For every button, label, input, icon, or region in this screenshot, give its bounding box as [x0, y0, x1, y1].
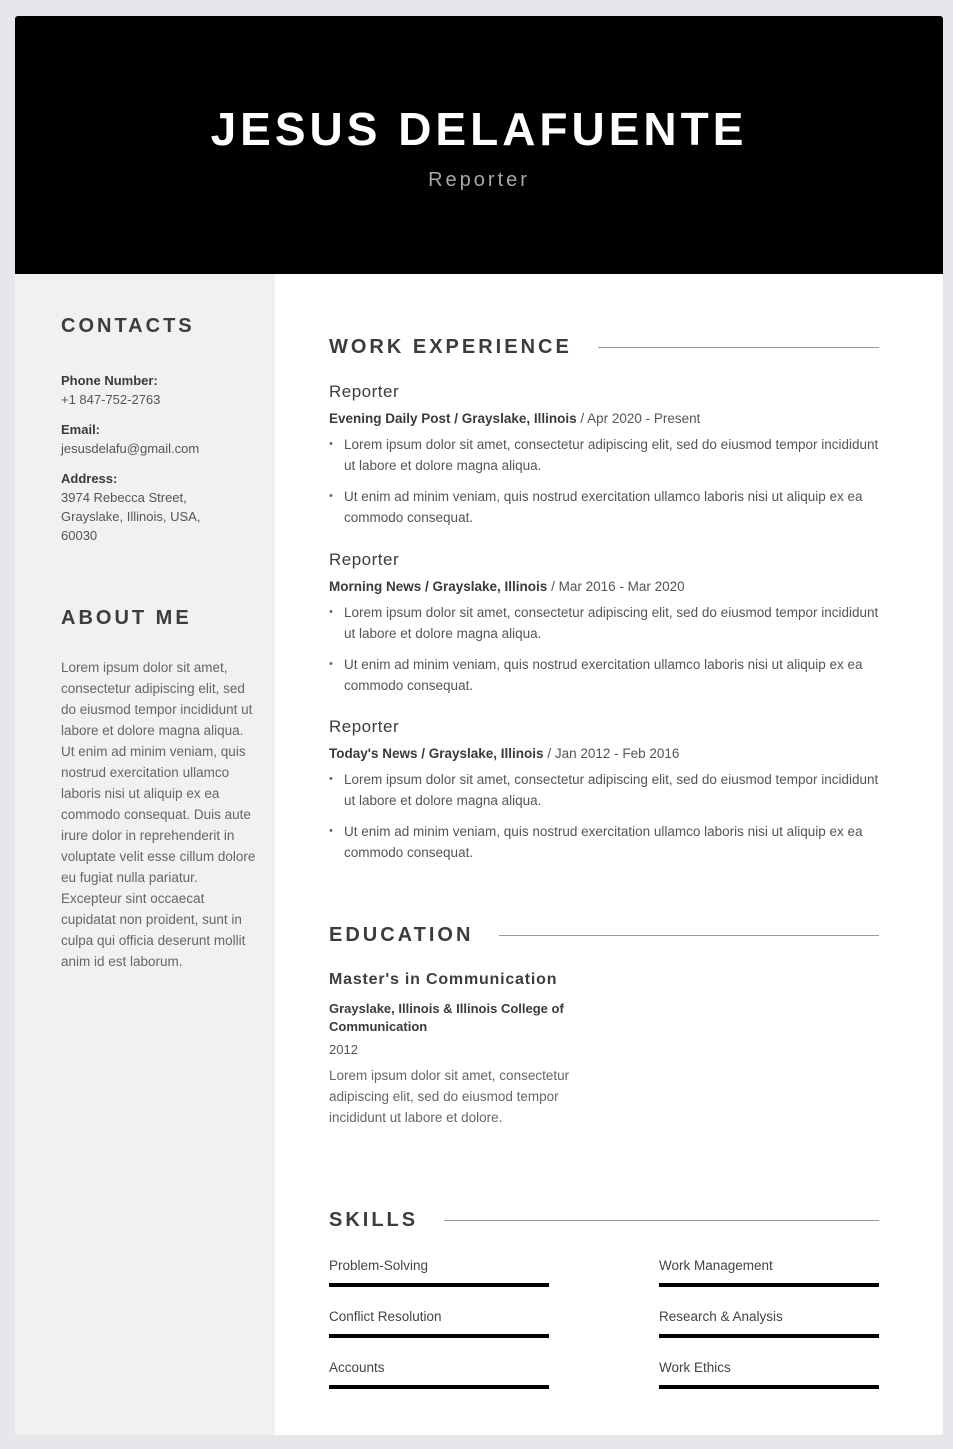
job-company: Evening Daily Post / Grayslake, Illinois: [329, 411, 577, 426]
job-dates: / Jan 2012 - Feb 2016: [543, 746, 680, 761]
skill-bar: [659, 1385, 879, 1389]
skill-label: Work Ethics: [659, 1360, 731, 1375]
education-heading: EDUCATION: [329, 924, 474, 946]
phone-value: +1 847-752-2763: [61, 392, 161, 407]
skill-bar: [659, 1334, 879, 1338]
skill-bar: [329, 1385, 549, 1389]
work-heading-rule: [598, 347, 879, 348]
education-entry: [329, 970, 579, 1128]
skill-label: Conflict Resolution: [329, 1309, 442, 1324]
skills-heading-rule: [444, 1220, 879, 1221]
candidate-title: Reporter: [428, 169, 530, 191]
job-title: Reporter: [329, 550, 400, 569]
skill-label: Work Management: [659, 1258, 773, 1273]
job-meta: [329, 410, 879, 428]
job-company: Morning News / Grayslake, Illinois: [329, 579, 548, 594]
work-heading-row: [329, 335, 879, 359]
address-value: 3974 Rebecca Street, Grayslake, Illinois, USA, 60030: [61, 490, 201, 543]
job-entry: [329, 550, 879, 706]
education-description: Lorem ipsum dolor sit amet, consectetur adipiscing elit, sed do eiusmod tempor incididunt ut labore et dolore.: [329, 1068, 570, 1125]
job-title: Reporter: [329, 717, 400, 736]
email-value: jesusdelafu@gmail.com: [61, 441, 200, 456]
skill-item: [659, 1359, 879, 1389]
job-meta: [329, 578, 879, 596]
skill-bar: [659, 1283, 879, 1287]
candidate-name: JESUS DELAFUENTE: [210, 103, 748, 155]
email-label: Email:: [61, 422, 101, 437]
education-year: 2012: [329, 1042, 358, 1057]
job-title: Reporter: [329, 382, 400, 401]
education-school: Grayslake, Illinois & Illinois College of Communication: [329, 1001, 564, 1034]
job-bullet: • Lorem ipsum dolor sit amet, consectetur adipiscing elit, sed do eiusmod tempor incididunt ut labore et dolore magna aliqua.: [329, 769, 879, 811]
job-company: Today's News / Grayslake, Illinois: [329, 746, 544, 761]
address-label: Address:: [61, 471, 118, 486]
job-bullet: • Lorem ipsum dolor sit amet, consectetur adipiscing elit, sed do eiusmod tempor incididunt ut labore et dolore magna aliqua.: [329, 602, 879, 644]
education-heading-row: [329, 923, 879, 947]
skill-label: Accounts: [329, 1360, 385, 1375]
job-bullet: • Ut enim ad minim veniam, quis nostrud exercitation ullamco laboris nisi ut aliquip ex ea commodo consequat.: [329, 654, 879, 696]
sidebar: [15, 274, 275, 1435]
contact-email: [61, 421, 257, 458]
contact-address: [61, 470, 221, 545]
about-text: Lorem ipsum dolor sit amet, consectetur adipiscing elit, sed do eiusmod tempor incididunt ut labore et dolore magna aliqua. Ut enim ad minim veniam, quis nostrud exercitation ullamco laboris nisi ut aliquip ex ea commodo consequat. Duis aute irure dolor in reprehenderit in voluptate velit esse cillum dolore eu fugiat nulla pariatur. Excepteur sint occaecat cupidatat non proident, sunt in culpa qui officia deserunt mollit anim id est laborum.: [61, 660, 256, 969]
skill-item: [329, 1308, 549, 1338]
skill-item: [659, 1257, 879, 1287]
job-dates: / Apr 2020 - Present: [576, 411, 701, 426]
job-meta: [329, 745, 879, 763]
skills-heading-row: [329, 1208, 879, 1232]
skill-label: Problem-Solving: [329, 1258, 429, 1273]
job-entry: [329, 717, 879, 873]
resume-page: [15, 16, 943, 1435]
skill-item: [329, 1257, 549, 1287]
resume-header: [15, 16, 943, 274]
phone-label: Phone Number:: [61, 373, 158, 388]
contact-phone: [61, 372, 257, 409]
job-bullet: • Ut enim ad minim veniam, quis nostrud exercitation ullamco laboris nisi ut aliquip ex ea commodo consequat.: [329, 821, 879, 863]
job-bullets: [329, 434, 879, 528]
skill-label: Research & Analysis: [659, 1309, 783, 1324]
job-bullet: • Lorem ipsum dolor sit amet, consectetur adipiscing elit, sed do eiusmod tempor incididunt ut labore et dolore magna aliqua.: [329, 434, 879, 476]
job-entry: [329, 382, 879, 538]
work-heading: WORK EXPERIENCE: [329, 336, 572, 358]
job-bullet: • Ut enim ad minim veniam, quis nostrud exercitation ullamco laboris nisi ut aliquip ex ea commodo consequat.: [329, 486, 879, 528]
education-degree: Master's in Communication: [329, 971, 558, 988]
skills-heading: SKILLS: [329, 1209, 419, 1231]
contacts-heading: CONTACTS: [61, 315, 195, 337]
about-heading: ABOUT ME: [61, 607, 192, 629]
job-bullets: [329, 769, 879, 863]
skill-item: [329, 1359, 549, 1389]
education-heading-rule: [499, 935, 879, 936]
skill-bar: [329, 1334, 549, 1338]
skill-bar: [329, 1283, 549, 1287]
job-bullets: [329, 602, 879, 696]
skill-item: [659, 1308, 879, 1338]
job-dates: / Mar 2016 - Mar 2020: [547, 579, 685, 594]
